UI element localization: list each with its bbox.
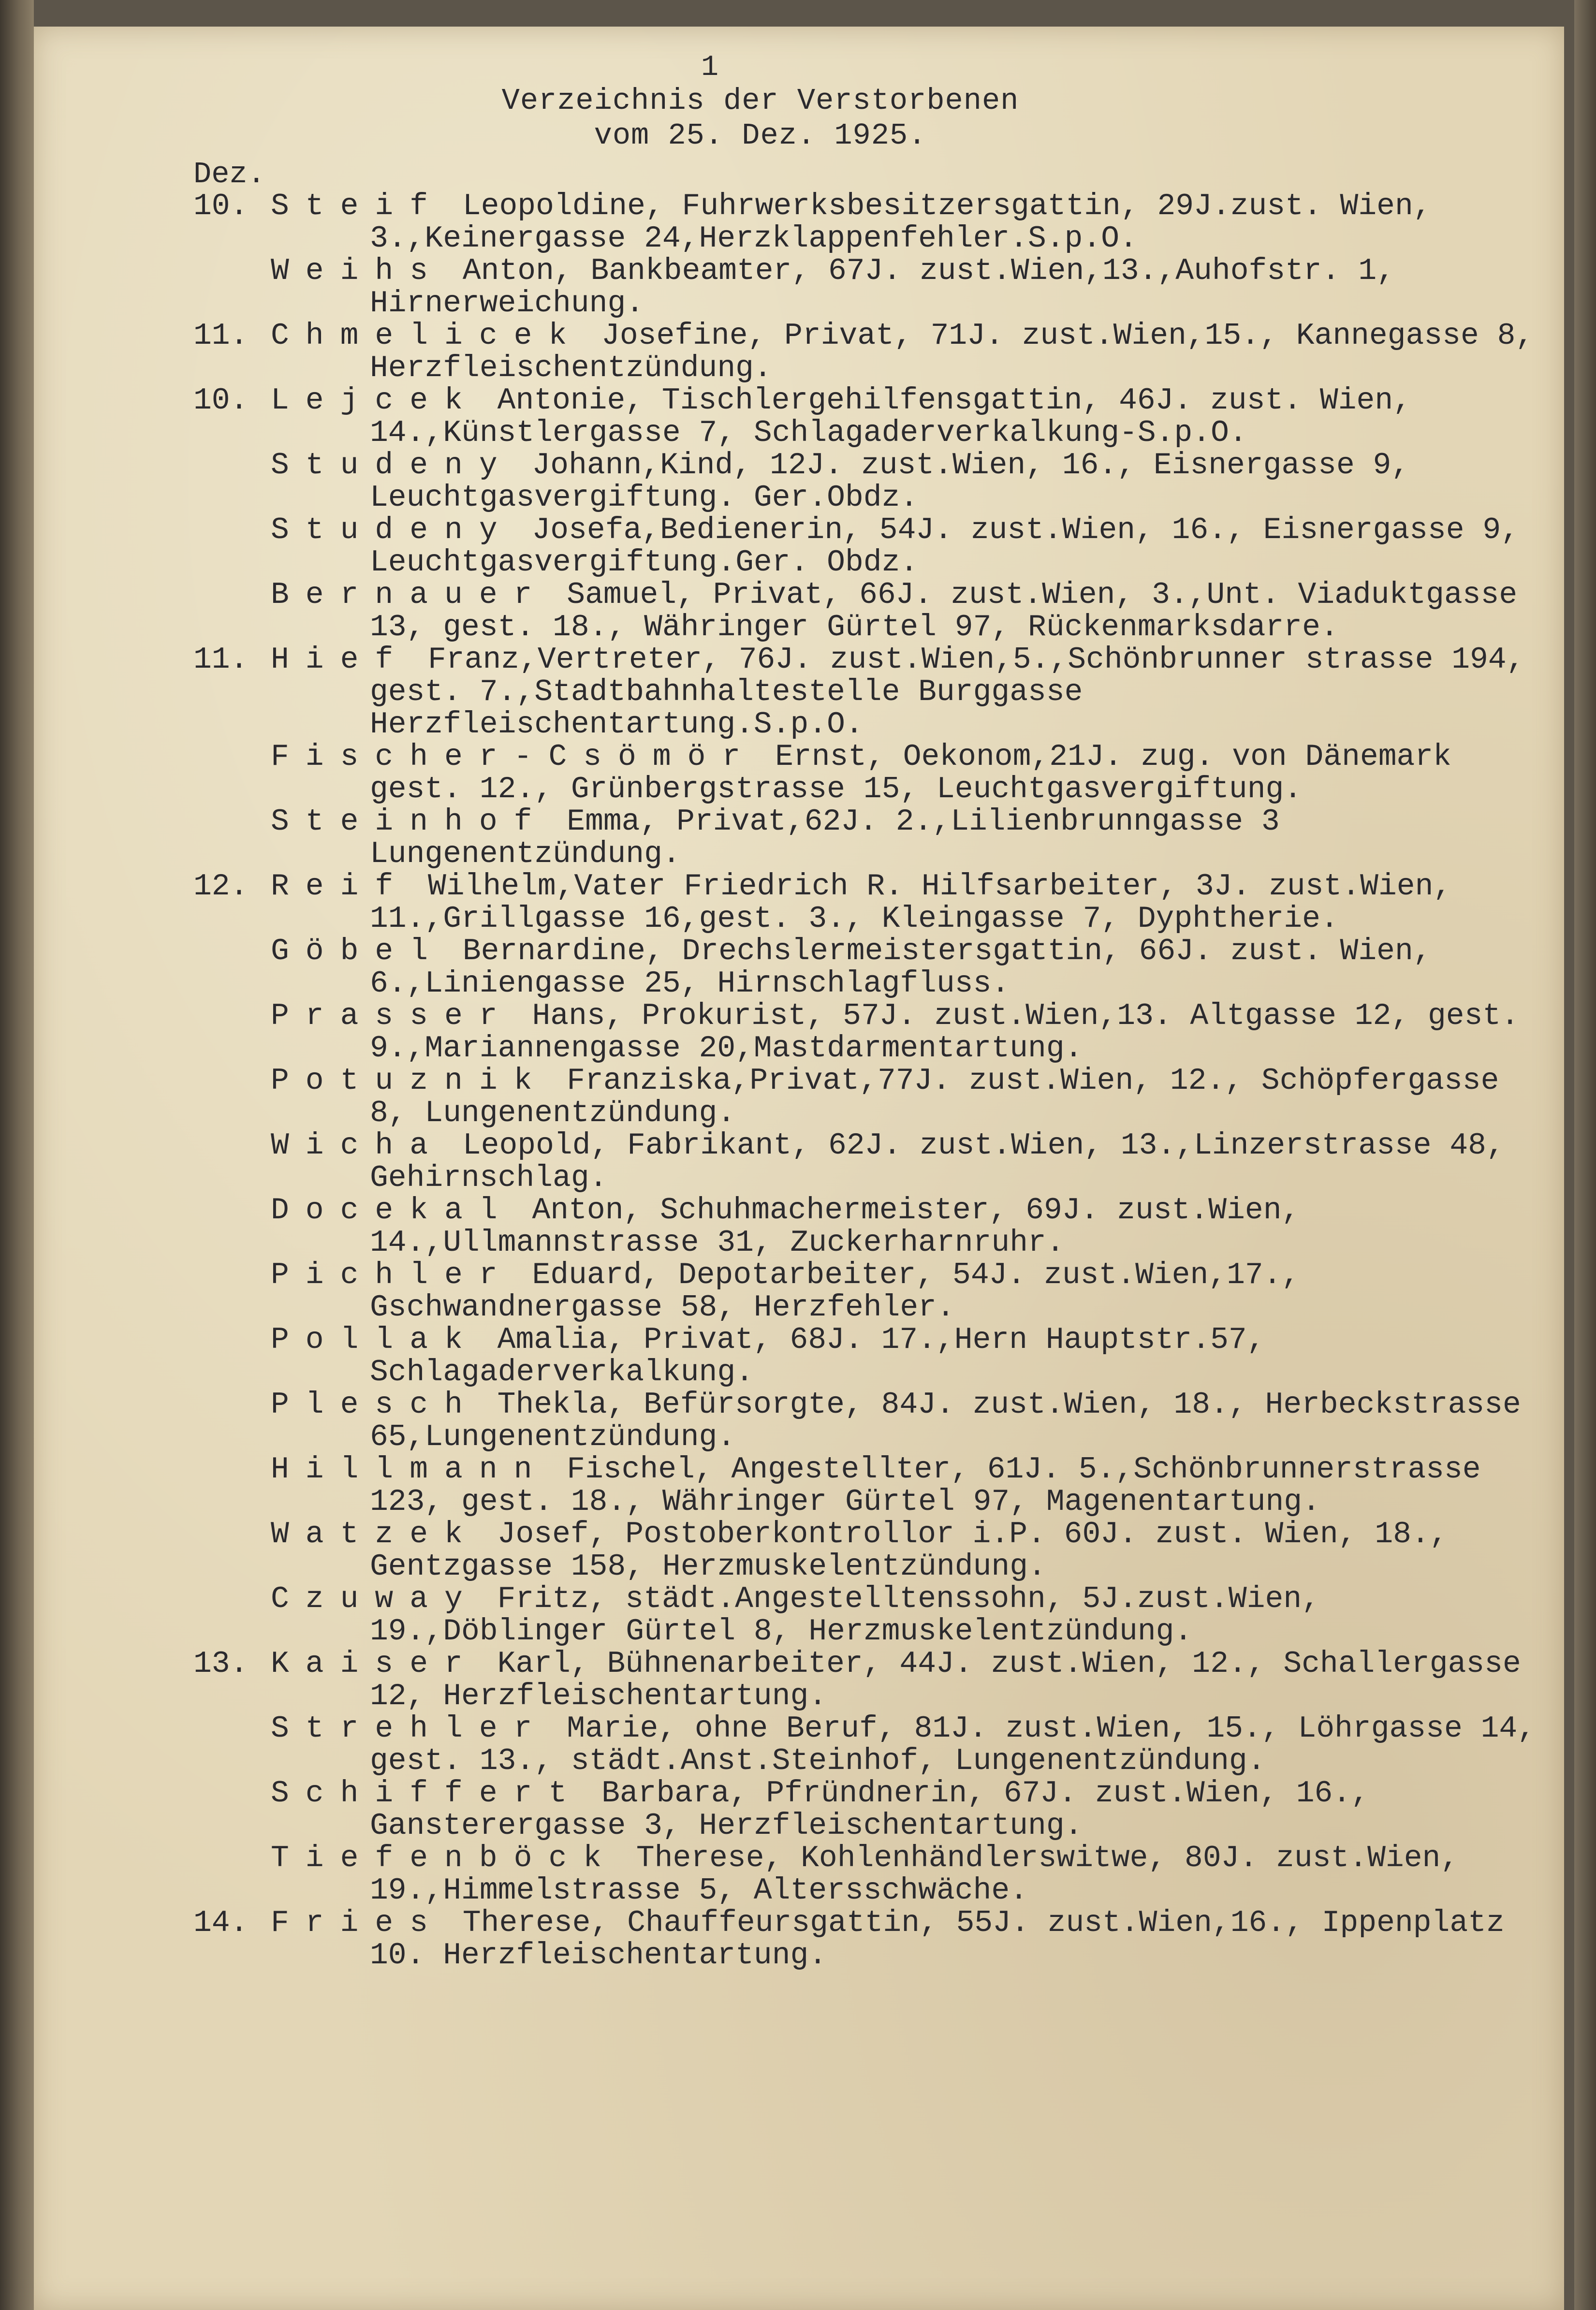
entry-surname: Pichler xyxy=(271,1258,514,1292)
list-item xyxy=(193,805,1547,870)
entry-details: Therese, Chauffeursgattin, 55J. zust.Wien,16., Ippenplatz 10. Herzfleischentartung. xyxy=(370,1906,1523,1973)
entry-surname: Fischer-Csömör xyxy=(271,740,757,774)
entry-surname: Prasser xyxy=(271,999,514,1033)
entry-details: Wilhelm,Vater Friedrich R. Hilfsarbeiter, 3J. zust.Wien, 11.,Grillgasse 16,gest. 3., Kleingasse 7, Dyphtherie. xyxy=(370,869,1470,936)
entry-day: 14. xyxy=(193,1906,249,1940)
entry-surname: Strehler xyxy=(271,1711,549,1746)
entry-details: Franziska,Privat,77J. zust.Wien, 12., Schöpfergasse 8, Lungenentzündung. xyxy=(370,1064,1518,1130)
entry-details: Hans, Prokurist, 57J. zust.Wien,13. Altgasse 12, gest. 9.,Mariannengasse 20,Mastdarmentartung. xyxy=(370,999,1537,1066)
list-item xyxy=(193,1842,1547,1907)
entry-details: Amalia, Privat, 68J. 17.,Hern Hauptstr.57, Schlagaderverkalkung. xyxy=(370,1323,1284,1389)
entry-details: Anton, Schuhmachermeister, 69J. zust.Wien, 14.,Ullmannstrasse 31, Zuckerharnruhr. xyxy=(370,1193,1318,1260)
entry-details: Johann,Kind, 12J. zust.Wien, 16., Eisnergasse 9, Leuchtgasvergiftung. Ger.Obdz. xyxy=(370,448,1428,515)
entry-day: 13. xyxy=(193,1647,249,1681)
entry-surname: Lejcek xyxy=(271,383,479,418)
list-item xyxy=(193,514,1547,579)
list-item xyxy=(193,1065,1547,1129)
entry-surname: Fries xyxy=(271,1906,445,1940)
entry-details: Barbara, Pfründnerin, 67J. zust.Wien, 16., Gansterergasse 3, Herzfleischentartung. xyxy=(370,1776,1388,1843)
list-item xyxy=(193,935,1547,1000)
list-item xyxy=(193,1583,1547,1648)
list-item xyxy=(193,741,1547,805)
list-item xyxy=(193,1389,1547,1453)
entry-details: Thekla, Befürsorgte, 84J. zust.Wien, 18., Herbeckstrasse 65,Lungenentzündung. xyxy=(370,1388,1539,1454)
entry-surname: Wicha xyxy=(271,1128,445,1163)
entry-details: Antonie, Tischlergehilfensgattin, 46J. zust. Wien, 14.,Künstlergasse 7, Schlagaderverkalkung-S.p.O. xyxy=(370,383,1430,450)
entry-surname: Chmelicek xyxy=(271,319,584,353)
entry-surname: Studeny xyxy=(271,513,514,547)
entry-details: Fischel, Angestellter, 61J. 5.,Schönbrunnerstrasse 123, gest. 18., Währinger Gürtel 97, Magenentartung. xyxy=(370,1452,1499,1519)
entry-details: Marie, ohne Beruf, 81J. zust.Wien, 15., Löhrgasse 14, gest. 13., städt.Anst.Steinhof, Lungenentzündung. xyxy=(370,1711,1554,1778)
page-number: 1 xyxy=(701,51,719,84)
list-item xyxy=(193,190,1547,255)
entry-details: Ernst, Oekonom,21J. zug. von Dänemark gest. 12., Grünbergstrasse 15, Leuchtgasvergiftung. xyxy=(370,740,1470,806)
list-item xyxy=(193,1711,1554,1778)
entry-day: 12. xyxy=(193,869,249,904)
entry-details: Bernardine, Drechslermeistersgattin, 66J. zust. Wien, 6.,Liniengasse 25, Hirnschlagfluss. xyxy=(370,934,1450,1001)
entry-surname: Studeny xyxy=(271,448,514,482)
entry-surname: Bernauer xyxy=(271,578,549,612)
death-register-list xyxy=(193,189,1554,1973)
entry-surname: Hief xyxy=(271,643,410,677)
entry-details: Leopoldine, Fuhrwerksbesitzersgattin, 29J.zust. Wien, 3.,Keinergasse 24,Herzklappenfehler.S.p.O. xyxy=(370,189,1450,256)
document-page xyxy=(34,27,1564,2310)
entry-day: 11. xyxy=(193,643,249,677)
month-label: Dez. xyxy=(193,157,265,191)
entry-surname: Schiffert xyxy=(271,1776,584,1811)
entry-surname: Reif xyxy=(271,869,410,904)
entry-surname: Docekal xyxy=(271,1193,514,1228)
list-item xyxy=(193,1194,1547,1259)
entry-details: Josef, Postoberkontrollor i.P. 60J. zust. Wien, 18., Gentzgasse 158, Herzmuskelentzündung. xyxy=(370,1517,1466,1584)
entry-details: Emma, Privat,62J. 2.,Lilienbrunngasse 3 Lungenentzündung. xyxy=(370,804,1298,871)
entry-details: Fritz, städt.Angestelltenssohn, 5J.zust.Wien, 19.,Döblinger Gürtel 8, Herzmuskelentzündung. xyxy=(370,1582,1338,1649)
entry-surname: Steinhof xyxy=(271,804,549,839)
entry-surname: Hillmann xyxy=(271,1452,549,1487)
entry-day: 10. xyxy=(193,189,249,223)
entry-surname: Potuznik xyxy=(271,1064,549,1098)
list-item xyxy=(193,1000,1547,1065)
entry-surname: Kaiser xyxy=(271,1647,479,1681)
entry-details: Leopold, Fabrikant, 62J. zust.Wien, 13.,Linzerstrasse 48, Gehirnschlag. xyxy=(370,1128,1523,1195)
entry-surname: Göbel xyxy=(271,934,445,968)
list-item xyxy=(193,1907,1547,1972)
list-item xyxy=(193,1518,1547,1583)
list-item xyxy=(193,643,1547,741)
entry-surname: Steif xyxy=(271,189,445,223)
entry-surname: Watzek xyxy=(271,1517,479,1551)
entry-details: Therese, Kohlenhändlerswitwe, 80J. zust.Wien, 19.,Himmelstrasse 5, Altersschwäche. xyxy=(370,1841,1477,1908)
entry-details: Karl, Bühnenarbeiter, 44J. zust.Wien, 12., Schallergasse 12, Herzfleischentartung. xyxy=(370,1647,1539,1713)
list-item xyxy=(193,1777,1547,1842)
list-item xyxy=(193,1259,1547,1324)
entry-details: Josefine, Privat, 71J. zust.Wien,15., Kannegasse 8, Herzfleischentzündung. xyxy=(370,319,1552,385)
list-item xyxy=(193,1129,1547,1194)
entry-details: Samuel, Privat, 66J. zust.Wien, 3.,Unt. Viaduktgasse 13, gest. 18., Währinger Gürtel 97, Rückenmarksdarre. xyxy=(370,578,1536,644)
entry-surname: Czuway xyxy=(271,1582,479,1616)
entry-details: Anton, Bankbeamter, 67J. zust.Wien,13.,Auhofstr. 1, Hirnerweichung. xyxy=(370,254,1413,321)
list-item xyxy=(193,449,1547,514)
list-item xyxy=(193,319,1552,385)
list-item xyxy=(193,579,1547,643)
entry-details: Josefa,Bedienerin, 54J. zust.Wien, 16., Eisnergasse 9, Leuchtgasvergiftung.Ger. Obdz. xyxy=(370,513,1537,580)
previous-page-edge xyxy=(0,0,34,2310)
page-subtitle: vom 25. Dez. 1925. xyxy=(594,118,927,153)
list-item xyxy=(193,870,1547,935)
entry-details: Franz,Vertreter, 76J. zust.Wien,5.,Schönbrunner strasse 194, gest. 7.,Stadtbahnhaltestelle Burggasse Herzfleischentartung.S.p.O. xyxy=(370,643,1543,742)
list-item xyxy=(193,1453,1547,1518)
page-title: Verzeichnis der Verstorbenen xyxy=(501,84,1019,118)
list-item xyxy=(193,384,1547,449)
entry-day: 10. xyxy=(193,383,249,418)
list-item xyxy=(193,1324,1547,1389)
entry-surname: Pollak xyxy=(271,1323,479,1357)
scan-border xyxy=(1574,0,1596,2310)
entry-day: 11. xyxy=(193,319,249,353)
entry-surname: Plesch xyxy=(271,1388,479,1422)
list-item xyxy=(193,1648,1547,1712)
entry-details: Eduard, Depotarbeiter, 54J. zust.Wien,17., Gschwandnergasse 58, Herzfehler. xyxy=(370,1258,1318,1325)
entry-surname: Weihs xyxy=(271,254,445,288)
list-item xyxy=(193,255,1547,320)
entry-surname: Tiefenböck xyxy=(271,1841,618,1875)
